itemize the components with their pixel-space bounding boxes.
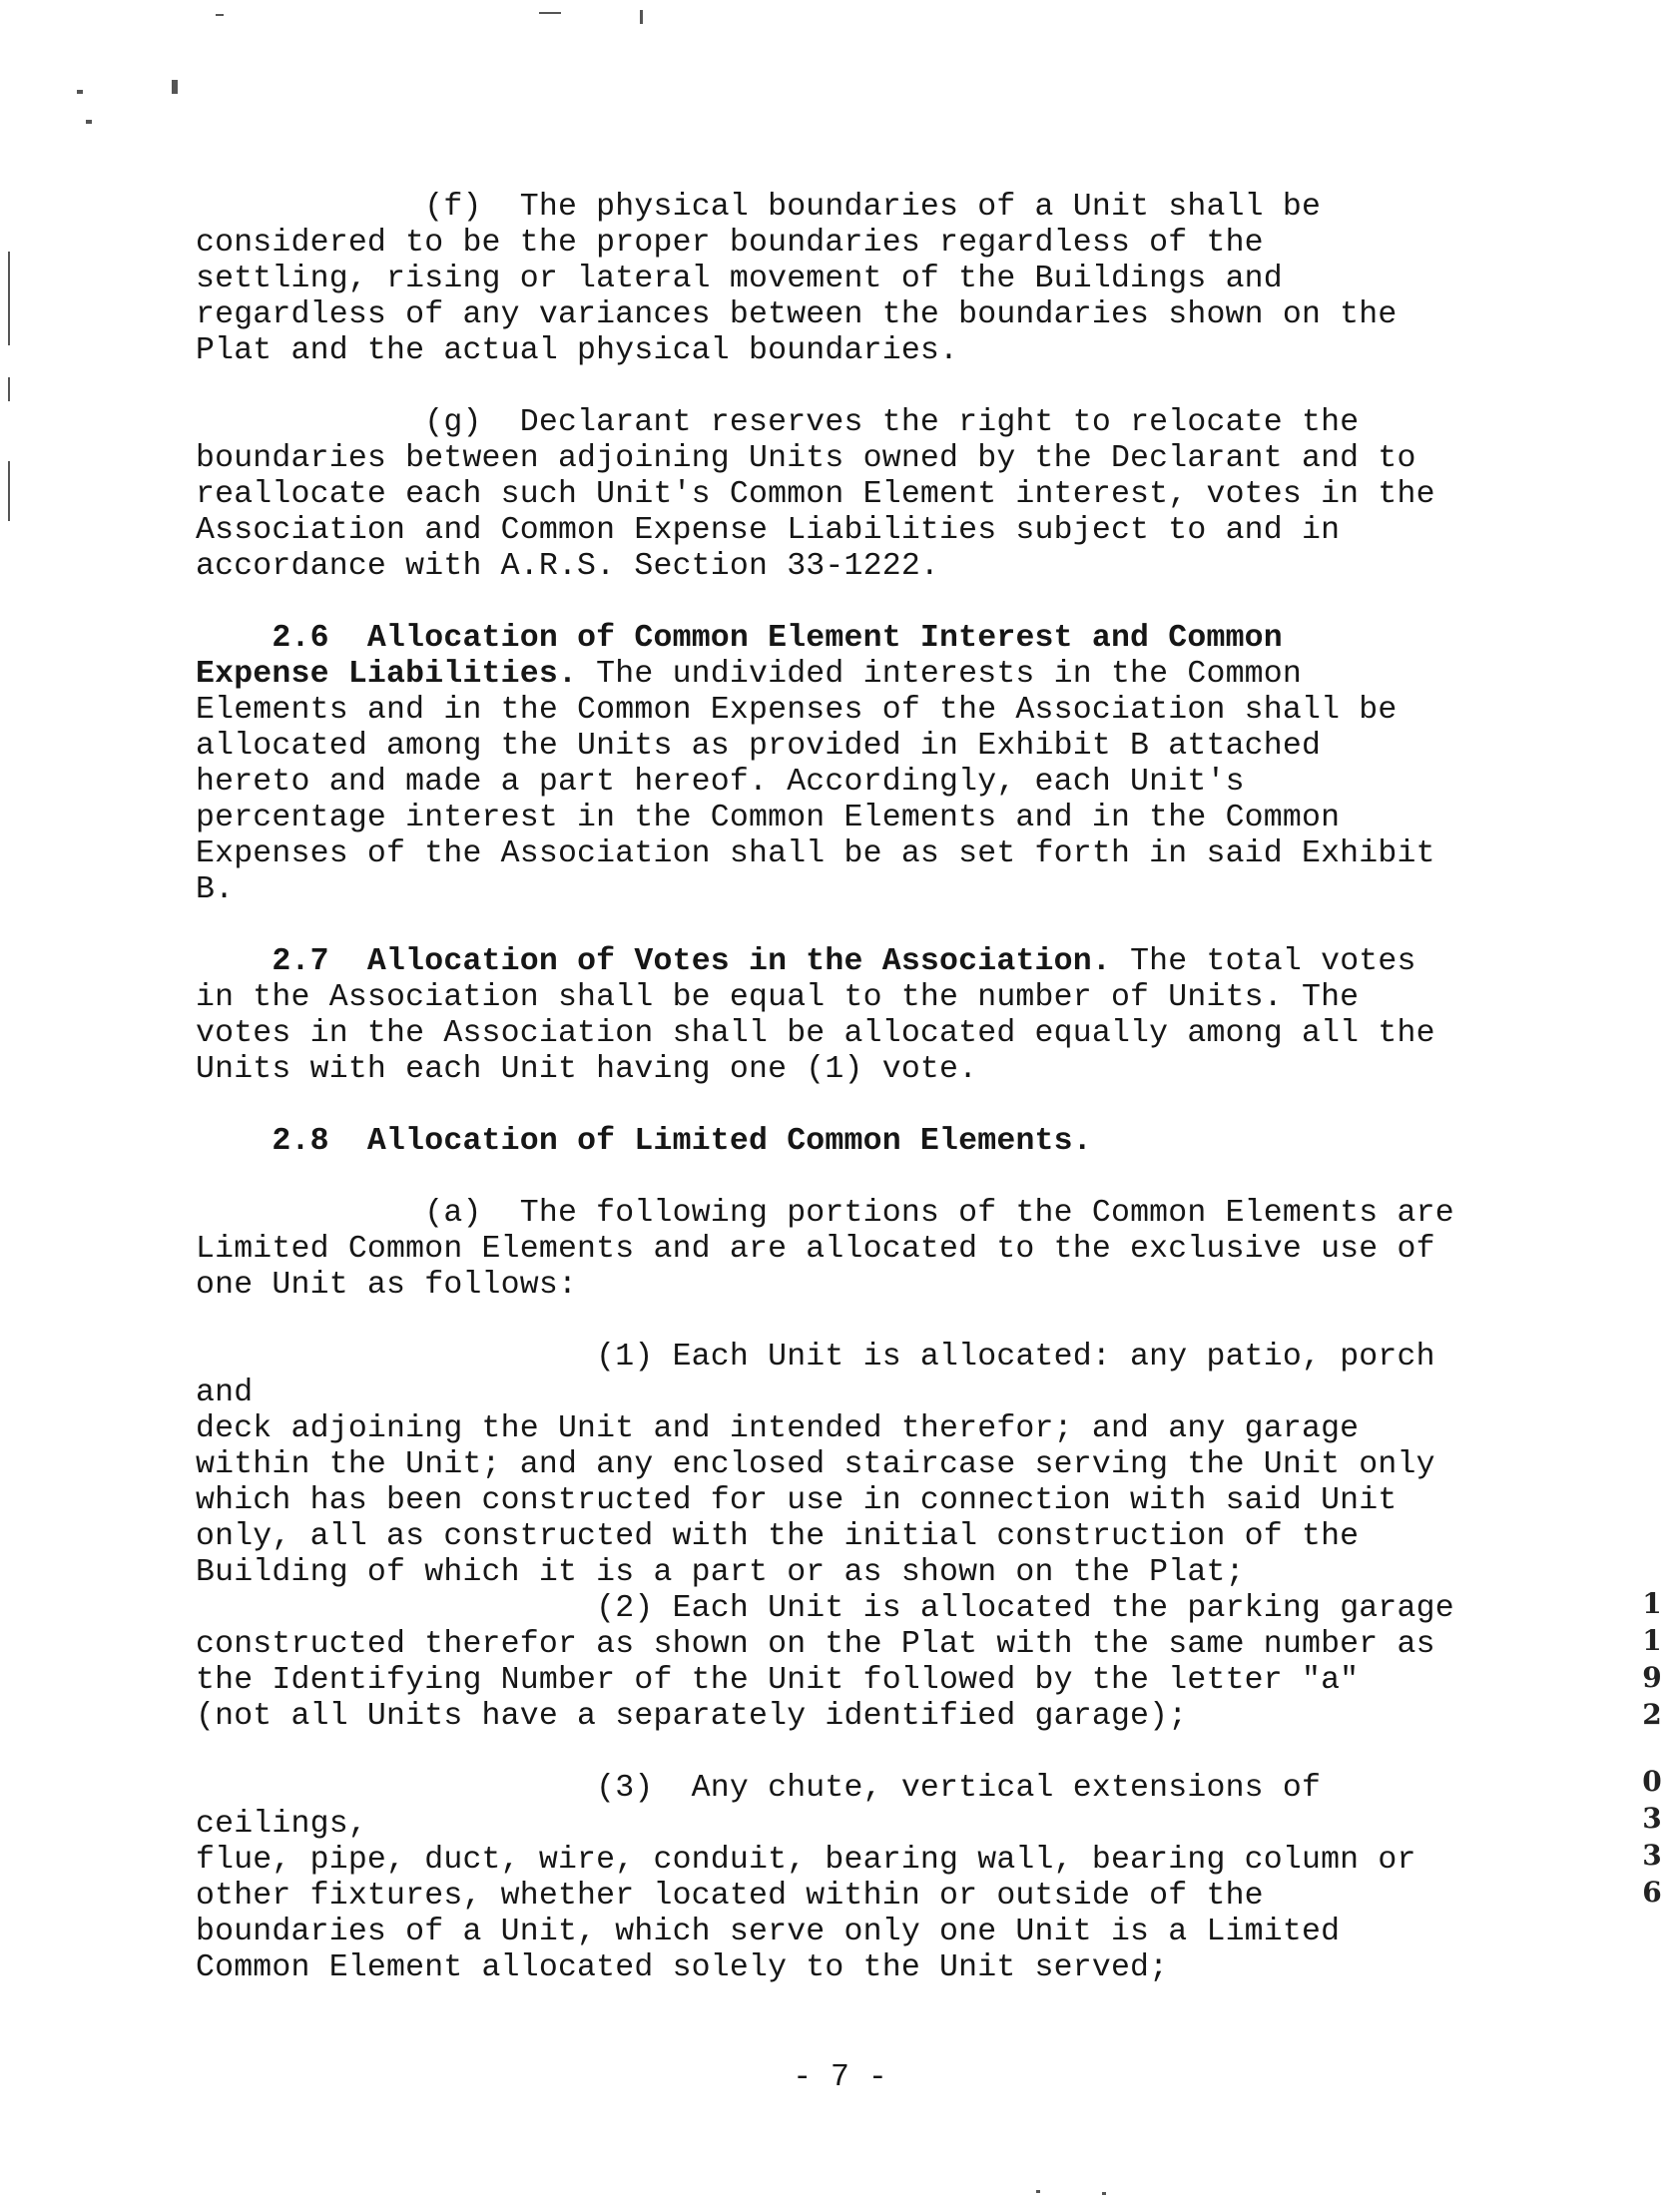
scan-rule: [8, 461, 10, 521]
paragraph-f-text: (f) The physical boundaries of a Unit shall be considered to be the proper boundaries regardless of the settling, rising or lateral movement of the Buildings and regardless of any variances between the boundaries shown on the Plat and the actual physical boundaries.: [196, 190, 1398, 368]
section-2-6-text: The undivided interests in the Common Elements and in the Common Expenses of the Association shall be allocated among the Units as provided in Exhibit B attached hereto and made a part hereof. Accordingly, each Unit's percentage interest in the Common Elements and in the Common Expenses of the Association shall be as set forth in said Exhibit B.: [196, 657, 1435, 907]
section-2-7-text: The total votes in the Association shall be equal to the number of Units. The votes in the Association shall be allocated equally among all the Units with each Unit having one (1) vote.: [196, 944, 1435, 1087]
scan-rule: [8, 377, 10, 401]
section-2-8-heading: 2.8 Allocation of Limited Common Elements.: [272, 1124, 1092, 1159]
scan-mark: [640, 10, 643, 24]
paragraph-1: [196, 1340, 1493, 1591]
paragraph-3: [196, 1771, 1493, 1986]
paragraph-indent: [196, 1591, 596, 1626]
scan-mark: [86, 120, 92, 124]
scan-mark: [1036, 2190, 1040, 2193]
scan-mark: [1102, 2192, 1106, 2195]
stamp-digit: 1: [1642, 1587, 1662, 1620]
scan-rule: [8, 252, 10, 345]
scan-mark: [539, 12, 561, 14]
stamp-digit: 9: [1642, 1661, 1662, 1694]
recording-stamp: [1637, 1585, 1667, 1911]
paragraph-f: [196, 190, 1493, 369]
page-number: - 7 -: [793, 2060, 887, 2095]
scan-mark: [172, 80, 178, 94]
section-2-7: [196, 944, 1493, 1088]
paragraph-a-text: (a) The following portions of the Common Elements are Limited Common Elements and are allocated to the exclusive use of one Unit as follows:: [196, 1196, 1454, 1303]
paragraph-indent: [196, 1196, 424, 1231]
paragraph-g: [196, 405, 1493, 585]
paragraph-indent: [196, 1340, 596, 1375]
paragraph-indent: [196, 1771, 596, 1806]
paragraph-g-text: (g) Declarant reserves the right to relocate the boundaries between adjoining Units owned by the Declarant and to reallocate each such Unit's Common Element interest, votes in the Association and Common Expense Liabilities subject to and in accordance with A.R.S. Section 33-1222.: [196, 405, 1435, 584]
stamp-digit: 2: [1642, 1698, 1662, 1731]
paragraph-3-text: (3) Any chute, vertical extensions of ceilings, flue, pipe, duct, wire, conduit, bearing wall, bearing column or other fixtures, whether located within or outside of the boundaries of a Unit, which serve only one Unit is a Limited Common Element allocated solely to the Unit served;: [196, 1771, 1416, 1985]
paragraph-indent: [196, 405, 424, 440]
scan-mark: [216, 14, 224, 16]
section-2-7-heading: 2.7 Allocation of Votes in the Association.: [272, 944, 1111, 979]
section-2-6: [196, 621, 1493, 908]
stamp-digit: 1: [1642, 1624, 1662, 1657]
stamp-digit: 3: [1642, 1839, 1662, 1872]
section-2-6-heading: 2.6 Allocation of Common Element Interest and Common Expense Liabilities.: [196, 621, 1283, 692]
paragraph-2-text: (2) Each Unit is allocated the parking garage constructed therefor as shown on the Plat with the same number as the Identifying Number of the Unit followed by the letter "a" (not all Units have a separately identified garage);: [196, 1591, 1454, 1734]
section-2-8: [196, 1124, 1493, 1160]
stamp-digit: 3: [1642, 1802, 1662, 1835]
paragraph-2: [196, 1591, 1493, 1735]
stamp-digit: 0: [1642, 1765, 1662, 1798]
paragraph-a: [196, 1196, 1493, 1304]
stamp-digit: 6: [1642, 1876, 1662, 1909]
paragraph-indent: [196, 190, 424, 225]
scan-mark: [77, 90, 83, 94]
paragraph-1-text: (1) Each Unit is allocated: any patio, porch and deck adjoining the Unit and intended therefor; and any garage within the Unit; and any enclosed staircase serving the Unit only which has been constructed for use in connection with said Unit only, all as constructed with the initial construction of the Building of which it is a part or as shown on the Plat;: [196, 1340, 1435, 1590]
